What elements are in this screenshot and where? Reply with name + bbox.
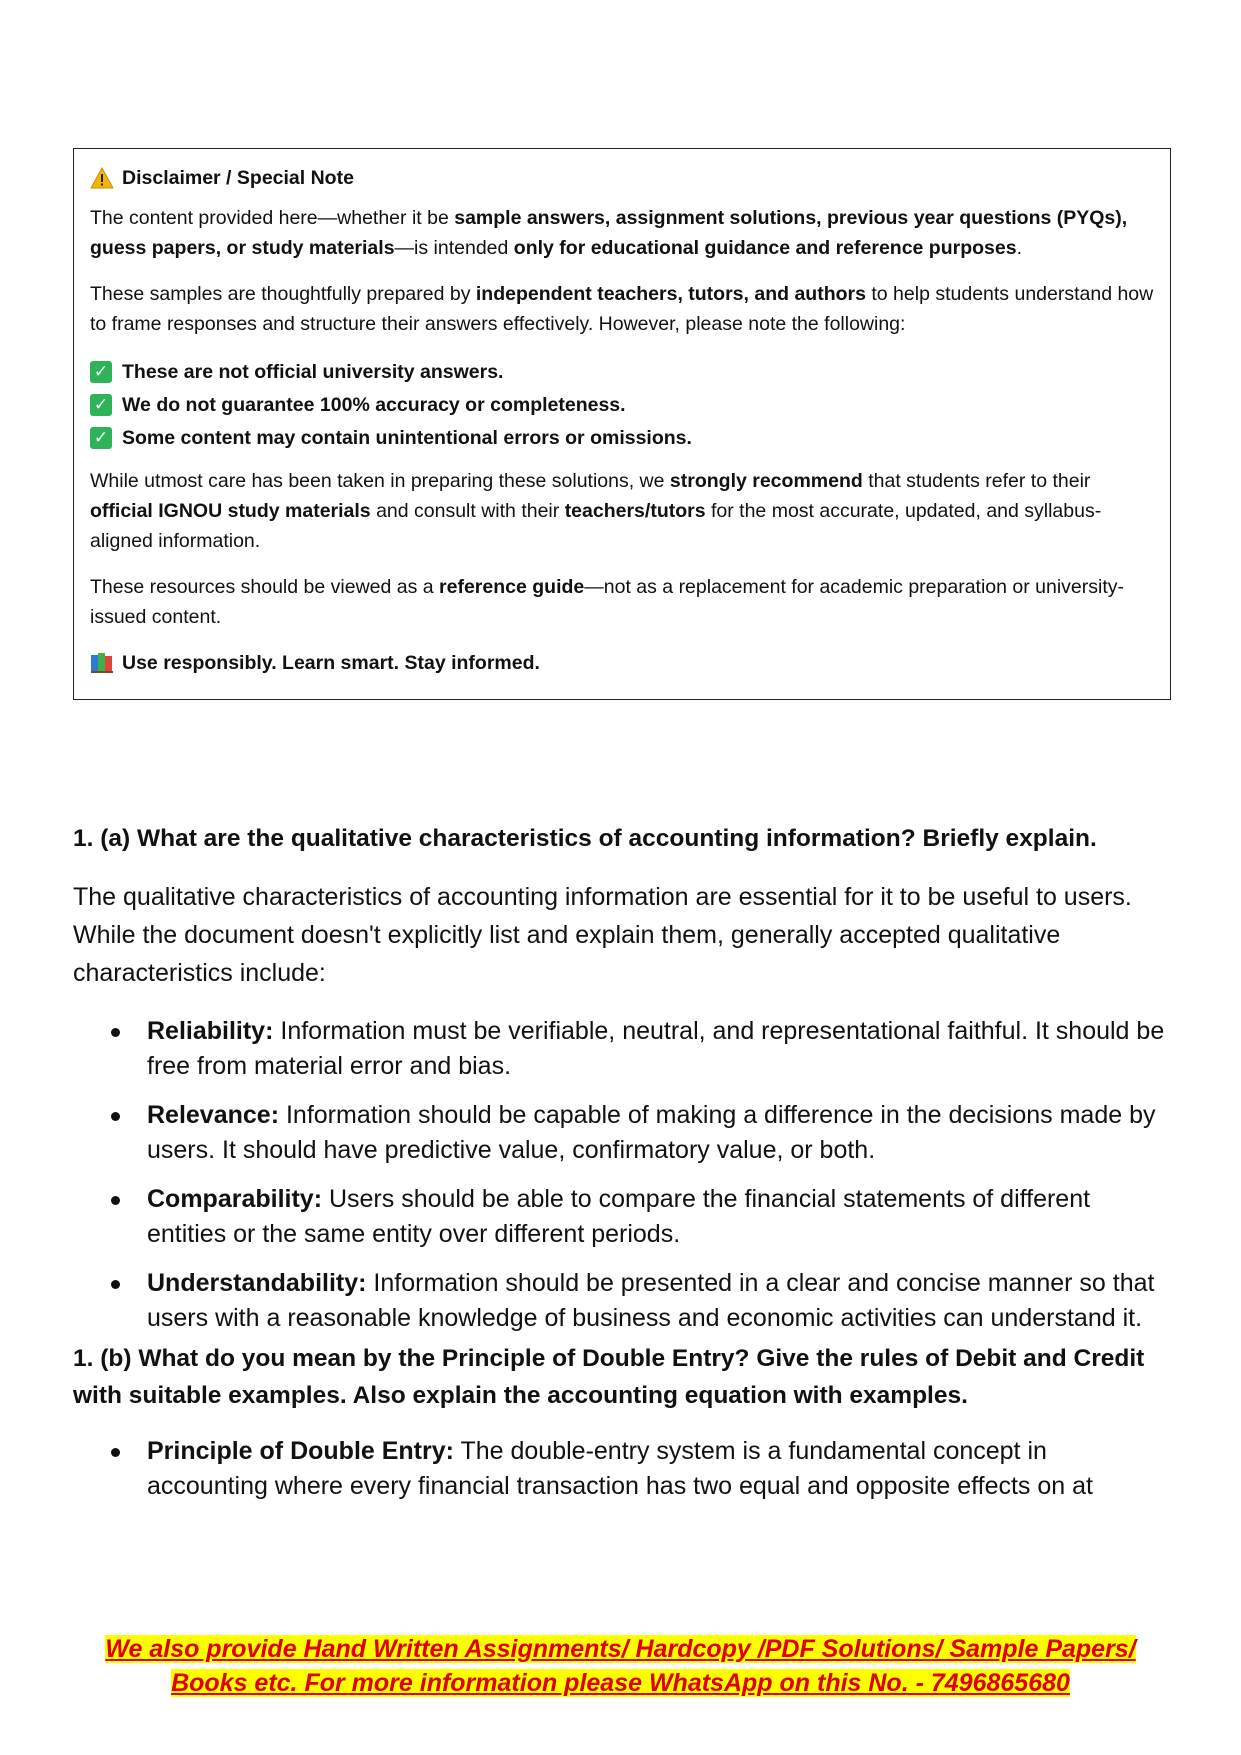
disclaimer-title: Disclaimer / Special Note — [122, 167, 354, 189]
list-item: Relevance: Information should be capable of making a difference in the decisions made by users. It should have predictive value, confirmatory value, or both. — [73, 1098, 1173, 1168]
promo-banner — [0, 1632, 1241, 1700]
check-mark-icon: ✓ — [90, 394, 112, 416]
check-item: ✓ These are not official university answers. — [90, 355, 1154, 388]
question-1a-heading: 1. (a) What are the qualitative characteristics of accounting information? Briefly explain. — [73, 825, 1097, 852]
check-item: ✓ Some content may contain unintentional errors or omissions. — [90, 421, 1154, 454]
list-item: Reliability: Information must be verifiable, neutral, and representational faithful. It should be free from material error and bias. — [73, 1014, 1173, 1084]
question-1b-heading: 1. (b) What do you mean by the Principle of Double Entry? Give the rules of Debit and Credit with suitable examples. Also explain the accounting equation with examples. — [73, 1345, 1145, 1409]
question-1a-intro: The qualitative characteristics of accounting information are essential for it to be useful to users. While the document doesn't explicitly list and explain them, generally accepted qualitative characteristics include: — [73, 883, 1132, 987]
double-entry-list — [73, 1434, 1173, 1504]
disclaimer-paragraph-2: These samples are thoughtfully prepared by independent teachers, tutors, and authors to help students understand how to frame responses and structure their answers effectively. However, please note the following: — [90, 283, 1154, 335]
disclaimer-box — [73, 148, 1171, 700]
bullet-icon — [111, 1196, 120, 1205]
list-item: Understandability: Information should be presented in a clear and concise manner so that users with a reasonable knowledge of business and economic activities can understand it. — [73, 1266, 1173, 1336]
check-mark-icon: ✓ — [90, 427, 112, 449]
warning-icon — [90, 167, 114, 189]
disclaimer-footer: Use responsibly. Learn smart. Stay informed. — [90, 648, 1154, 678]
disclaimer-paragraph-1: The content provided here—whether it be sample answers, assignment solutions, previous year questions (PYQs), guess papers, or study materials—is intended only for educational guidance and reference purposes. — [90, 207, 1128, 259]
disclaimer-checklist — [90, 355, 1154, 454]
bullet-icon — [111, 1280, 120, 1289]
bullet-icon — [111, 1028, 120, 1037]
answer-content — [73, 820, 1173, 1518]
bullet-icon — [111, 1448, 120, 1457]
disclaimer-paragraph-3: While utmost care has been taken in preparing these solutions, we strongly recommend that students refer to their official IGNOU study materials and consult with their teachers/tutors for the most accurate, updated, and syllabus-aligned information. — [90, 470, 1102, 552]
list-item: Principle of Double Entry: The double-entry system is a fundamental concept in accounting where every financial transaction has two equal and opposite effects on at — [73, 1434, 1173, 1504]
characteristics-list — [73, 1014, 1173, 1336]
list-item: Comparability: Users should be able to compare the financial statements of different entities or the same entity over different periods. — [73, 1182, 1173, 1252]
check-item: ✓ We do not guarantee 100% accuracy or completeness. — [90, 388, 1154, 421]
check-mark-icon: ✓ — [90, 361, 112, 383]
disclaimer-paragraph-4: These resources should be viewed as a reference guide—not as a replacement for academic preparation or university-issued content. — [90, 576, 1125, 628]
promo-line-1: We also provide Hand Written Assignments/ Hardcopy /PDF Solutions/ Sample Papers/ — [105, 1635, 1136, 1663]
books-icon — [90, 652, 114, 674]
promo-line-2: Books etc. For more information please WhatsApp on this No. - 7496865680 — [171, 1669, 1070, 1697]
disclaimer-heading — [90, 163, 1154, 193]
bullet-icon — [111, 1112, 120, 1121]
